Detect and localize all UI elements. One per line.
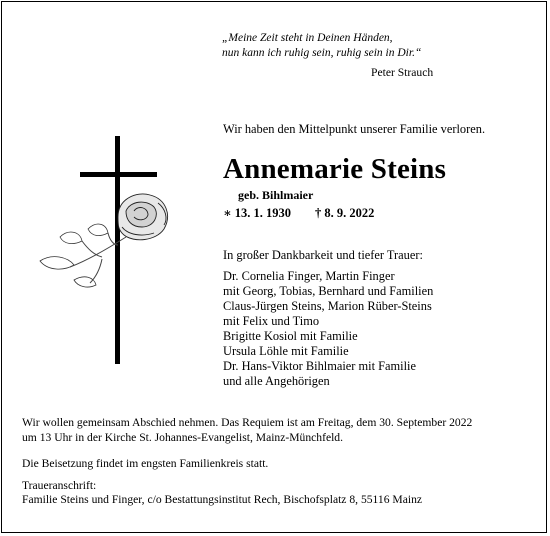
death-date: † 8. 9. 2022 <box>315 206 375 220</box>
mourner-line: Brigitte Kosiol mit Familie <box>223 329 358 343</box>
farewell-line-1: Wir wollen gemeinsam Abschied nehmen. Das Requiem ist am Freitag, dem 30. September 2022 <box>22 416 473 429</box>
mourner-line: Ursula Löhle mit Familie <box>223 344 349 358</box>
quote-author: Peter Strauch <box>371 66 434 79</box>
intro-text: Wir haben den Mittelpunkt unserer Familie verloren. <box>223 122 486 136</box>
quote-line-2: nun kann ich ruhig sein, ruhig sein in Dir.“ <box>222 47 422 59</box>
mourner-line: und alle Angehörigen <box>223 374 330 388</box>
birth-name: geb. Bihlmaier <box>238 188 314 202</box>
mourning-intro: In großer Dankbarkeit und tiefer Trauer: <box>223 248 423 262</box>
mourner-line: mit Felix und Timo <box>223 314 320 328</box>
mourner-line: Dr. Cornelia Finger, Martin Finger <box>223 269 395 283</box>
rose-icon <box>30 185 180 295</box>
cross-icon-bar <box>80 172 157 177</box>
address-line: Familie Steins und Finger, c/o Bestattungsinstitut Rech, Bischofsplatz 8, 55116 Mainz <box>22 493 423 506</box>
quote-line-1: „Meine Zeit steht in Deinen Händen, <box>222 32 393 44</box>
mourner-line: Dr. Hans-Viktor Bihlmaier mit Familie <box>223 359 417 373</box>
mourner-line: Claus-Jürgen Steins, Marion Rüber-Steins <box>223 299 432 313</box>
address-label: Traueranschrift: <box>22 479 97 492</box>
burial-text: Die Beisetzung findet im engsten Familienkreis statt. <box>22 457 269 470</box>
mourner-line: mit Georg, Tobias, Bernhard und Familien <box>223 284 434 298</box>
farewell-line-2: um 13 Uhr in der Kirche St. Johannes-Evangelist, Mainz-Münchfeld. <box>22 431 344 444</box>
deceased-name: Annemarie Steins <box>223 153 447 185</box>
birth-date: ∗ 13. 1. 1930 <box>223 206 292 220</box>
